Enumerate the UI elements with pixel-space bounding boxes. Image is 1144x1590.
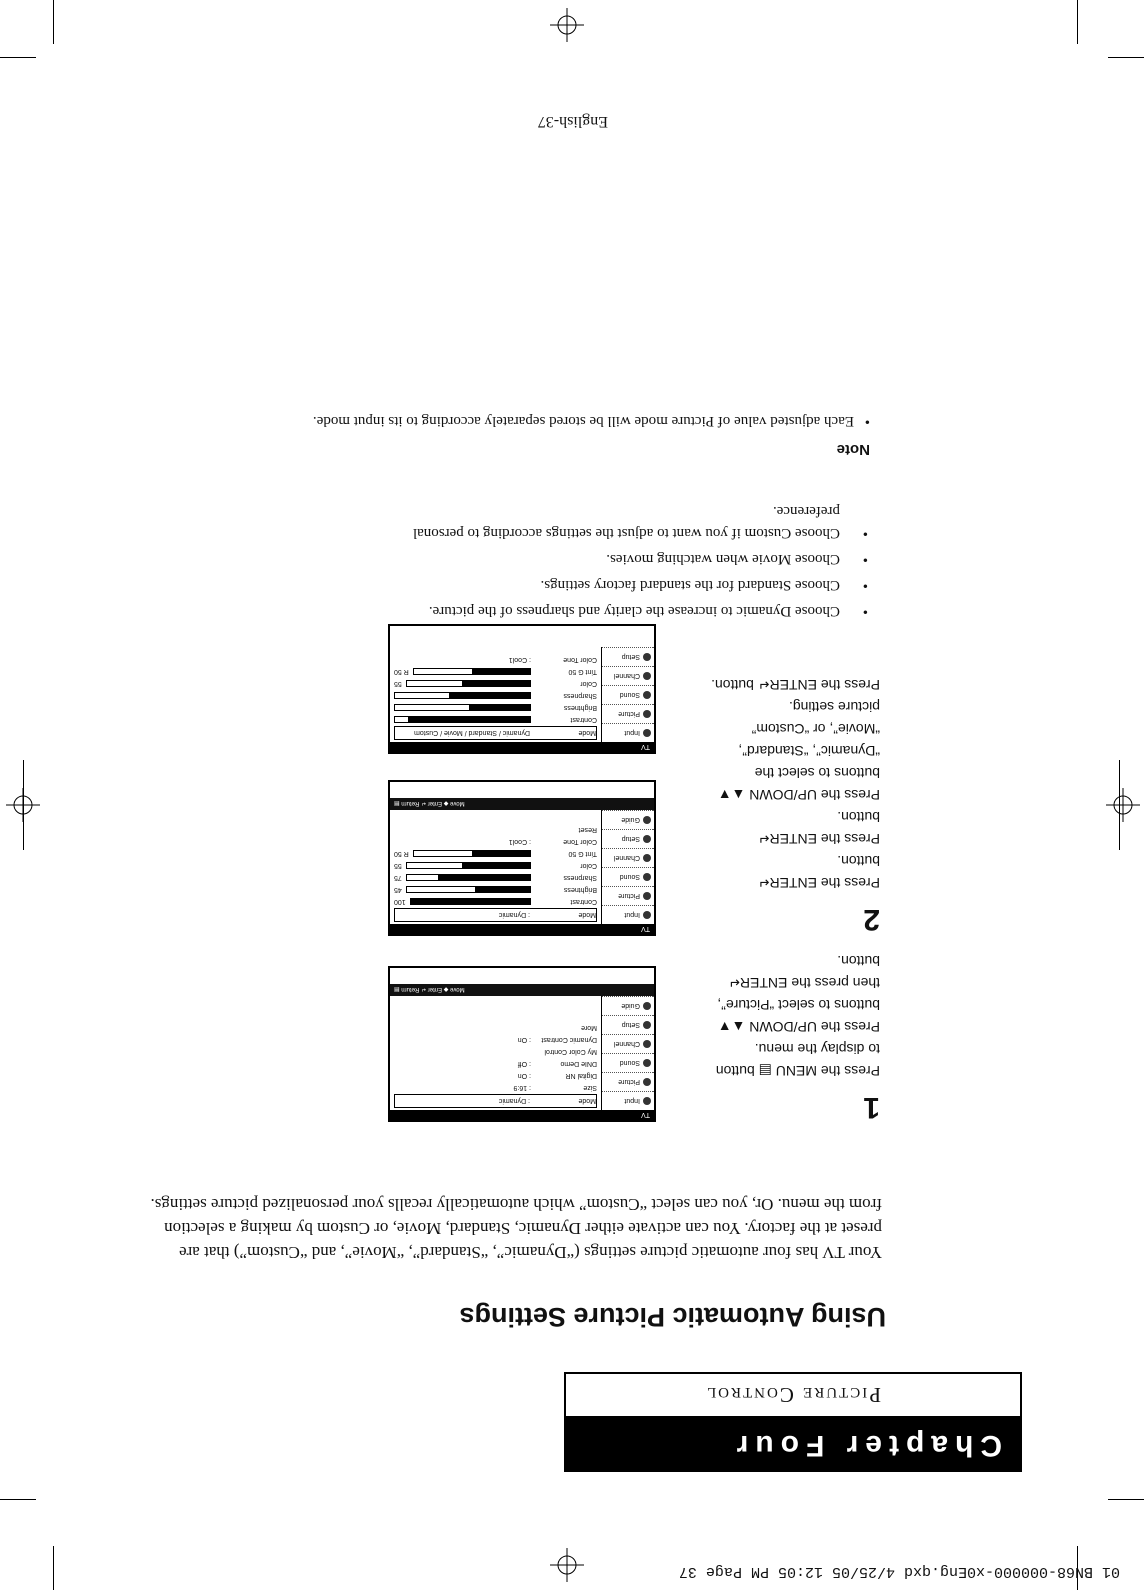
menu-row: Reset: [578, 826, 597, 834]
list-item: • Choose Movie when watching movies.: [344, 548, 870, 570]
sound-icon: [643, 873, 651, 881]
menu-side-item: Input: [602, 1091, 654, 1110]
menu-side-item: Sound: [602, 867, 654, 886]
mode-descriptions: [344, 496, 870, 622]
menu-side-item: Channel: [602, 1034, 654, 1053]
level-bar: [406, 863, 531, 870]
registration-mark-icon: [1106, 788, 1140, 822]
menu-row: Color 55: [394, 862, 597, 870]
list-item: • Choose Dynamic to increase the clarity and sharpness of the picture.: [344, 600, 870, 622]
channel-icon: [643, 1040, 651, 1048]
chapter-banner: Chapter Four: [564, 1418, 1022, 1472]
step-number: 2: [863, 903, 880, 936]
setup-icon: [643, 1021, 651, 1029]
crop-mark: [53, 0, 54, 44]
menu-row: Tint G 50 R 50: [394, 668, 597, 676]
tv-menu-screenshot: [388, 966, 656, 1122]
crop-mark: [0, 1499, 36, 1500]
menu-row: More: [581, 1024, 597, 1032]
menu-row: Mode Dynamic / Standard / Movie / Custom: [394, 726, 597, 740]
section-label: Picture Control: [564, 1372, 1022, 1418]
menu-row: Color Tone : Cool1: [508, 838, 597, 846]
menu-side-item: Guide: [602, 810, 654, 829]
menu-footer: Move ◆ Enter ↵ Return ▤: [390, 984, 654, 996]
picture-icon: [643, 1078, 651, 1086]
step-line: button.: [837, 809, 880, 825]
guide-icon: [643, 816, 651, 824]
picture-icon: [643, 710, 651, 718]
menu-list: [390, 647, 601, 742]
step-line: Press the ENTER↵ button.: [711, 677, 880, 693]
print-slug: 01 BN68-000000-x0Eng.qxd 4/25/05 12:05 PM Page 37: [678, 1563, 1120, 1580]
channel-icon: [643, 854, 651, 862]
menu-row: Color Tone : Cool1: [508, 656, 597, 664]
guide-icon: [643, 1002, 651, 1010]
step-line: buttons to select the: [754, 765, 880, 781]
input-icon: [643, 729, 651, 737]
page-number: English-37: [537, 113, 608, 130]
level-bar: [413, 851, 531, 858]
sound-icon: [643, 1059, 651, 1067]
step-line: Press the ENTER↵: [757, 831, 880, 847]
step-line: “Movie”, or “Custom”: [751, 721, 880, 737]
menu-row: DNIe Demo : Off: [517, 1060, 597, 1068]
level-bar: [406, 875, 531, 882]
level-bar: [394, 705, 531, 712]
step-instructions: [680, 950, 880, 1082]
setup-icon: [643, 835, 651, 843]
sound-icon: [643, 691, 651, 699]
step-line: button.: [837, 853, 880, 869]
menu-side-item: Channel: [602, 848, 654, 867]
step-number: 1: [863, 1091, 880, 1124]
intro-paragraph: Your TV has four automatic picture settings (“Dynamic”, “Standard”, “Movie”, and “Custom”) that are preset at the factory. You can activate either Dynamic, Standard, Movie, or Custom by making a selection from the menu. Or, you can select “Custom” which automatically recalls your personalized picture settings.: [150, 1195, 882, 1262]
note-heading: Note: [836, 441, 870, 458]
step-line: Press the UP/DOWN ▲▼: [717, 1019, 880, 1035]
menu-row: Dynamic Contrast : On: [517, 1036, 597, 1044]
crop-mark: [1077, 0, 1078, 44]
step-line: Press the MENU ▤ button: [715, 1063, 880, 1079]
menu-title-bar: TV: [390, 924, 654, 934]
level-bar: [394, 693, 531, 700]
step-line: “Dynamic”, “Standard”,: [738, 743, 880, 759]
step-line: Press the ENTER↵: [757, 875, 880, 891]
menu-side-item: Setup: [602, 647, 654, 666]
step-instructions: [680, 674, 880, 894]
menu-side-item: Picture: [602, 886, 654, 905]
page-title: Using Automatic Picture Settings: [459, 1302, 886, 1332]
menu-side-item: Sound: [602, 685, 654, 704]
menu-title-bar: TV: [390, 1110, 654, 1120]
menu-row: Contrast: [394, 714, 597, 726]
step-line: buttons to select “Picture”,: [717, 997, 880, 1013]
tv-menu-screenshot: [388, 624, 656, 754]
menu-row: Contrast 100: [394, 898, 597, 906]
list-item: • Choose Custom if you want to adjust the settings according to personal preference.: [344, 500, 870, 544]
channel-icon: [643, 672, 651, 680]
step-line: then press the ENTER↵: [728, 975, 880, 991]
step-line: Press the UP/DOWN ▲▼: [717, 787, 880, 803]
registration-mark-icon: [550, 1548, 584, 1582]
menu-side-item: Setup: [602, 1015, 654, 1034]
menu-sidebar: [601, 810, 654, 924]
menu-row: My Color Control: [544, 1048, 597, 1056]
picture-icon: [643, 892, 651, 900]
menu-side-item: Picture: [602, 704, 654, 723]
step-line: button.: [837, 953, 880, 969]
level-bar: [394, 717, 531, 724]
menu-side-item: Input: [602, 723, 654, 742]
menu-footer: Move ◆ Enter ↵ Return ▤: [390, 798, 654, 810]
note-text: • Each adjusted value of Picture mode will be stored separately according to its input mode.: [294, 410, 870, 432]
tv-menu-screenshot: [388, 780, 656, 936]
level-bar: [410, 899, 531, 906]
registration-mark-icon: [550, 8, 584, 42]
crop-mark: [1108, 1499, 1144, 1500]
menu-row: Tint G 50 R 50: [394, 850, 597, 858]
list-item: • Choose Standard for the standard factory settings.: [344, 574, 870, 596]
crop-mark: [53, 1546, 54, 1590]
menu-side-item: Channel: [602, 666, 654, 685]
menu-side-item: Input: [602, 905, 654, 924]
menu-row: Brightness 45: [394, 886, 597, 894]
input-icon: [643, 911, 651, 919]
level-bar: [406, 887, 531, 894]
menu-side-item: Picture: [602, 1072, 654, 1091]
menu-row: Digital NR : On: [517, 1072, 597, 1080]
menu-title-bar: TV: [390, 742, 654, 752]
menu-side-item: Setup: [602, 829, 654, 848]
level-bar: [413, 669, 531, 676]
menu-row: Mode : Dynamic: [394, 1094, 597, 1108]
menu-row: Size : 16:9: [513, 1084, 597, 1092]
menu-side-item: Sound: [602, 1053, 654, 1072]
step-line: picture setting.: [788, 699, 880, 715]
step-line: to display the menu.: [754, 1041, 880, 1057]
menu-row: Mode : Dynamic: [394, 908, 597, 922]
input-icon: [643, 1097, 651, 1105]
setup-icon: [643, 653, 651, 661]
crop-mark: [0, 57, 36, 58]
menu-row: Color 55: [394, 680, 597, 688]
menu-sidebar: [601, 647, 654, 742]
menu-row: Sharpness 75: [394, 874, 597, 882]
menu-row: Brightness: [394, 702, 597, 714]
registration-mark-icon: [6, 788, 40, 822]
level-bar: [406, 681, 531, 688]
crop-mark: [1108, 57, 1144, 58]
menu-list: [390, 996, 601, 1110]
menu-list: [390, 810, 601, 924]
menu-side-item: Guide: [602, 996, 654, 1015]
menu-sidebar: [601, 996, 654, 1110]
menu-row: Sharpness: [394, 690, 597, 702]
